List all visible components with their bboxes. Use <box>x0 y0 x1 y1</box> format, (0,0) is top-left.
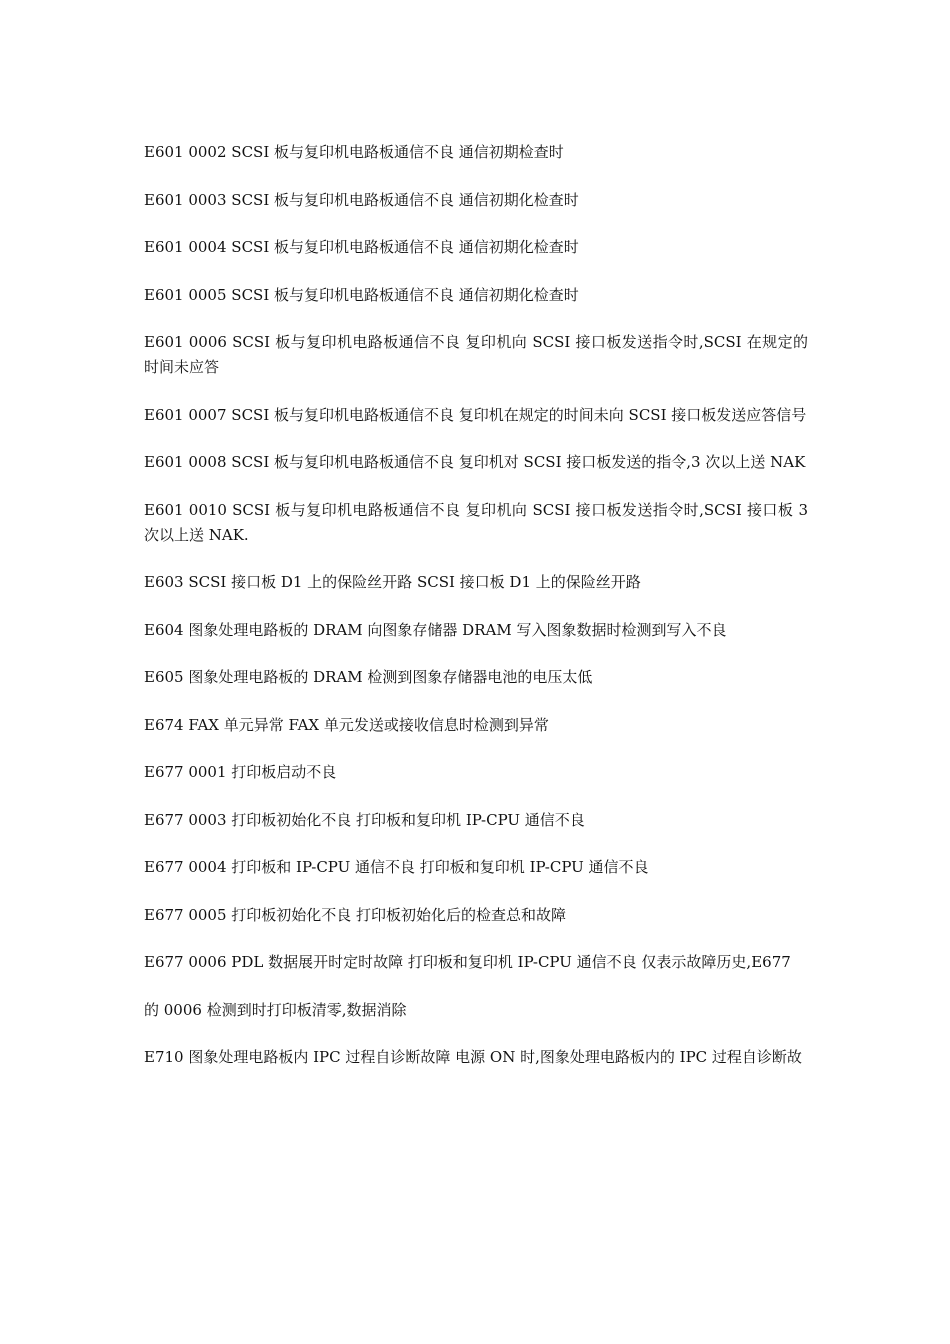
error-code-entry: E601 0002 SCSI 板与复印机电路板通信不良 通信初期检查时 <box>144 143 564 161</box>
error-code-entry: E605 图象处理电路板的 DRAM 检测到图象存储器电池的电压太低 <box>144 668 593 686</box>
error-code-entry: E674 FAX 单元异常 FAX 单元发送或接收信息时检测到异常 <box>144 715 549 734</box>
error-code-entry: 的 0006 检测到时打印板清零,数据消除 <box>144 1000 407 1019</box>
error-code-entry: E677 0005 打印板初始化不良 打印板初始化后的检查总和故障 <box>144 905 567 924</box>
error-code-entry: E677 0006 PDL 数据展开时定时故障 打印板和复印机 IP-CPU 通信不良 仅表示故障历史,E677 <box>144 953 791 971</box>
error-code-entry: E604 图象处理电路板的 DRAM 向图象存储器 DRAM 写入图象数据时检测到写入不良 <box>144 620 727 639</box>
error-code-entry: E601 0006 SCSI 板与复印机电路板通信不良 复印机向 SCSI 接口板发送指令时,SCSI 在规定的时间未应答 <box>144 333 808 376</box>
document-body <box>144 140 808 1093</box>
error-code-entry: E677 0004 打印板和 IP-CPU 通信不良 打印板和复印机 IP-CPU 通信不良 <box>144 858 649 876</box>
error-code-entry: E601 0007 SCSI 板与复印机电路板通信不良 复印机在规定的时间未向 SCSI 接口板发送应答信号 <box>144 405 807 424</box>
error-code-entry: E677 0001 打印板启动不良 <box>144 763 337 781</box>
error-code-entry: E601 0003 SCSI 板与复印机电路板通信不良 通信初期化检查时 <box>144 190 579 209</box>
error-code-entry: E677 0003 打印板初始化不良 打印板和复印机 IP-CPU 通信不良 <box>144 810 585 829</box>
error-code-entry: E601 0010 SCSI 板与复印机电路板通信不良 复印机向 SCSI 接口板发送指令时,SCSI 接口板 3 次以上送 NAK. <box>144 500 808 544</box>
error-code-entry: E601 0004 SCSI 板与复印机电路板通信不良 通信初期化检查时 <box>144 238 579 256</box>
error-code-entry: E603 SCSI 接口板 D1 上的保险丝开路 SCSI 接口板 D1 上的保险丝开路 <box>144 573 641 591</box>
error-code-entry: E601 0005 SCSI 板与复印机电路板通信不良 通信初期化检查时 <box>144 285 579 304</box>
error-code-entry: E601 0008 SCSI 板与复印机电路板通信不良 复印机对 SCSI 接口板发送的指令,3 次以上送 NAK <box>144 453 806 471</box>
error-code-entry: E710 图象处理电路板内 IPC 过程自诊断故障 电源 ON 时,图象处理电路板内的 IPC 过程自诊断故 <box>144 1048 802 1066</box>
